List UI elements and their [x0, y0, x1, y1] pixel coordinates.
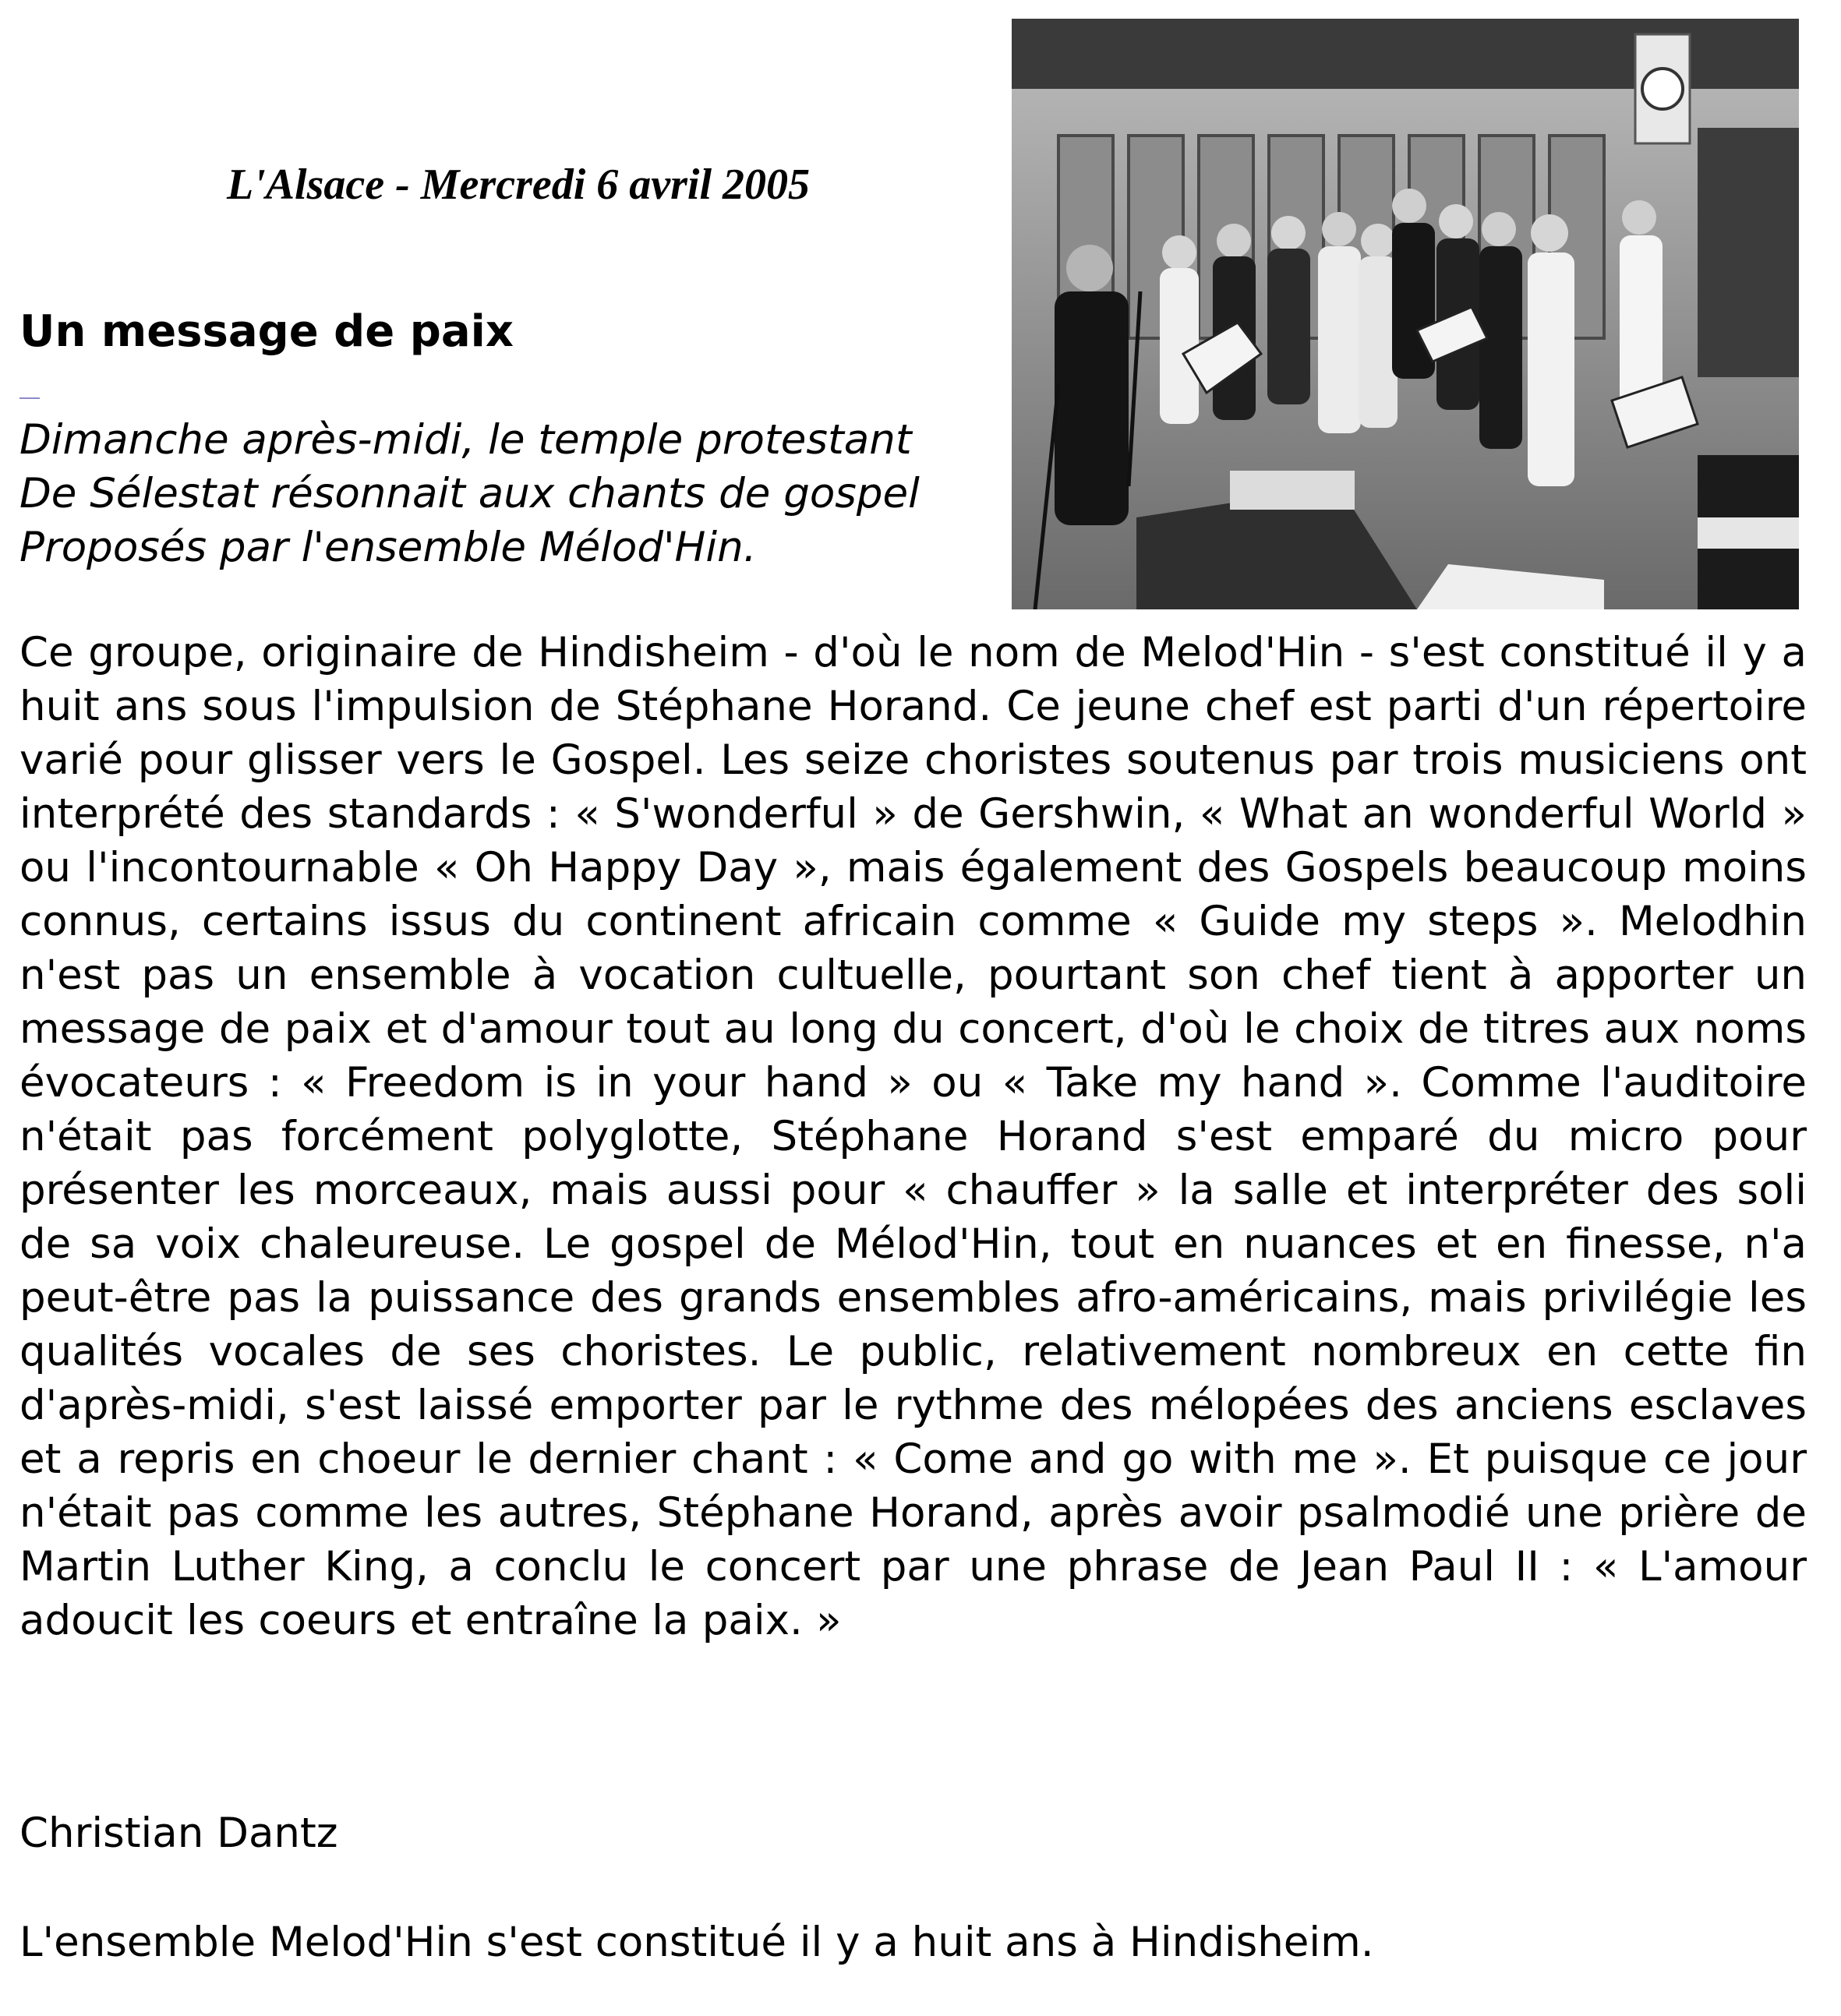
lede-line: Dimanche après-midi, le temple protestant — [19, 416, 912, 464]
article-body: Ce groupe, originaire de Hindisheim - d'où le nom de Melod'Hin - s'est constitué il y a huit ans sous l'impulsion de Stéphane Horand. Ce jeune chef est parti d'un répertoire varié pour glisser vers le Gospel. Les seize choristes soutenus par trois musiciens ont interprété des standards : « S'wonderful » de Gershwin, « What an wonderful World » ou l'incontournable « Oh Happy Day », mais également des Gospels beaucoup moins connus, certains issus du continent africain comme « Guide my steps ». Melodhin n'est pas un ensemble à vocation cultuelle, pourtant son chef tient à apporter un message de paix et d'amour tout au long du concert, d'où le choix de titres aux noms évocateurs : « Freedom is in your hand » ou « Take my hand ». Comme l'auditoire n'était pas forcément polyglotte, Stéphane Horand s'est emparé du micro pour présenter les morceaux, mais aussi pour « chauffer » la salle et interpréter des soli de sa voix chaleureuse. Le gospel de Mélod'Hin, tout en nuances et en finesse, n'a peut-être pas la puissance des grands ensembles afro-américains, mais privilégie les qualités vocales de ses choristes. Le public, relativement nombreux en cette fin d'après-midi, s'est laissé emporter par le rythme des mélopées des anciens esclaves et a repris en choeur le dernier chant : « Come and go with me ». Et puisque ce jour n'était pas comme les autres, Stéphane Horand, après avoir psalmodié une prière de Martin Luther King, a conclu le concert par une phrase de Jean Paul II : « L'amour adoucit les coeurs et entraîne la paix. » — [19, 629, 1807, 1644]
lede-line: De Sélestat résonnait aux chants de gospel — [19, 470, 920, 517]
lede-line: Proposés par l'ensemble Mélod'Hin. — [19, 524, 757, 571]
dateline: L'Alsace - Mercredi 6 avril 2005 — [226, 161, 811, 209]
lede — [19, 413, 920, 574]
headline: Un message de paix — [19, 306, 514, 357]
choir-photo-icon — [1012, 19, 1799, 609]
byline: Christian Dantz — [19, 1809, 338, 1857]
choir-photo — [1012, 19, 1799, 609]
photo-caption: L'ensemble Melod'Hin s'est constitué il y a huit ans à Hindisheim. — [19, 1919, 1374, 1966]
headline-link-mark[interactable] — [19, 397, 40, 399]
